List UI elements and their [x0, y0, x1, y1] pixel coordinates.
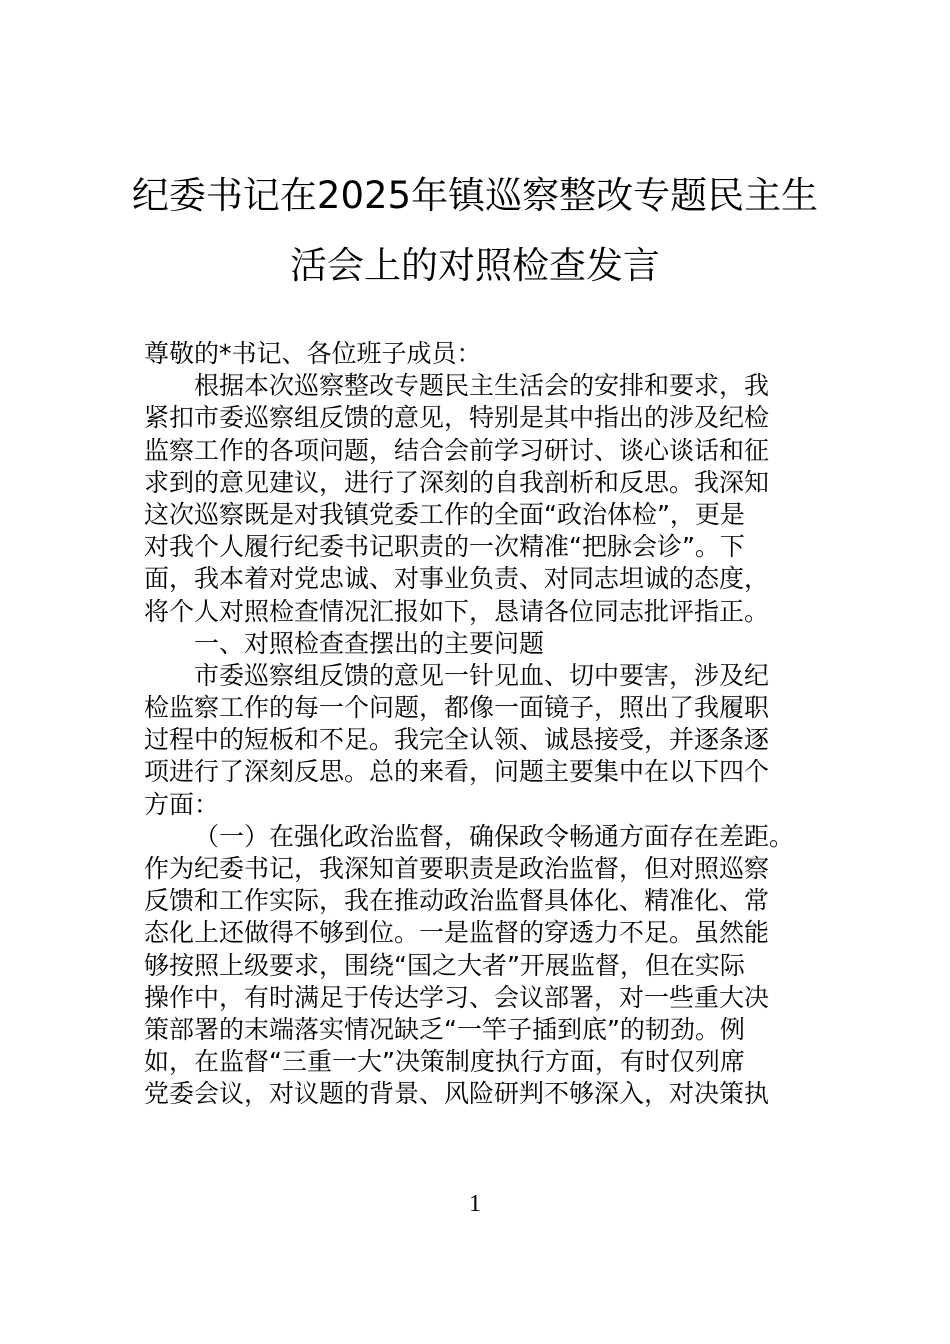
- body-line: 根据本次巡察整改专题民主生活会的安排和要求，我: [194, 371, 770, 401]
- body-line: 反馈和工作实际，我在推动政治监督具体化、精准化、常: [144, 886, 770, 916]
- body-line: 党委会议，对议题的背景、风险研判不够深入，对决策执: [144, 1079, 770, 1109]
- body-line: 将个人对照检查情况汇报如下，恳请各位同志批评指正。: [144, 596, 770, 626]
- body-line: 对我个人履行纪委书记职责的一次精准“把脉会诊”。下: [144, 532, 745, 562]
- body-line: 监察工作的各项问题，结合会前学习研讨、谈心谈话和征: [144, 435, 770, 465]
- document-title-line-2: 活会上的对照检查发言: [290, 244, 660, 287]
- body-line: 过程中的短板和不足。我完全认领、诚恳接受，并逐条逐: [144, 725, 770, 755]
- page-number: 1: [469, 1191, 481, 1217]
- section-heading: 一、对照检查查摆出的主要问题: [194, 628, 545, 658]
- body-line: 操作中，有时满足于传达学习、会议部署，对一些重大决: [144, 982, 770, 1012]
- body-line: 紧扣市委巡察组反馈的意见，特别是其中指出的涉及纪检: [144, 403, 770, 433]
- body-line: 态化上还做得不够到位。一是监督的穿透力不足。虽然能: [144, 918, 770, 948]
- body-line: 作为纪委书记，我深知首要职责是政治监督，但对照巡察: [144, 854, 770, 883]
- body-line: 这次巡察既是对我镇党委工作的全面“政治体检”，更是: [144, 499, 745, 529]
- body-line: 如，在监督“三重一大”决策制度执行方面，有时仅列席: [144, 1047, 745, 1077]
- body-line: 市委巡察组反馈的意见一针见血、切中要害，涉及纪: [194, 660, 770, 690]
- document-body: [144, 338, 824, 1111]
- body-line: 项进行了深刻反思。总的来看，问题主要集中在以下四个: [144, 757, 770, 787]
- subsection-heading: （一）在强化政治监督，确保政令畅通方面存在差距。: [194, 821, 795, 851]
- body-line: 够按照上级要求，围绕“国之大者”开展监督，但在实际: [144, 950, 745, 980]
- body-line: 检监察工作的每一个问题，都像一面镜子，照出了我履职: [144, 693, 770, 723]
- body-line: 求到的意见建议，进行了深刻的自我剖析和反思。我深知: [144, 467, 770, 497]
- body-line: 面，我本着对党忠诚、对事业负责、对同志坦诚的态度，: [144, 564, 770, 594]
- salutation: 尊敬的*书记、各位班子成员：: [144, 339, 482, 368]
- document-title-line-1: 纪委书记在2025年镇巡察整改专题民主生: [131, 174, 819, 217]
- body-line: 策部署的末端落实情况缺乏“一竿子插到底”的韧劲。例: [144, 1014, 745, 1044]
- body-line: 方面：: [144, 789, 220, 819]
